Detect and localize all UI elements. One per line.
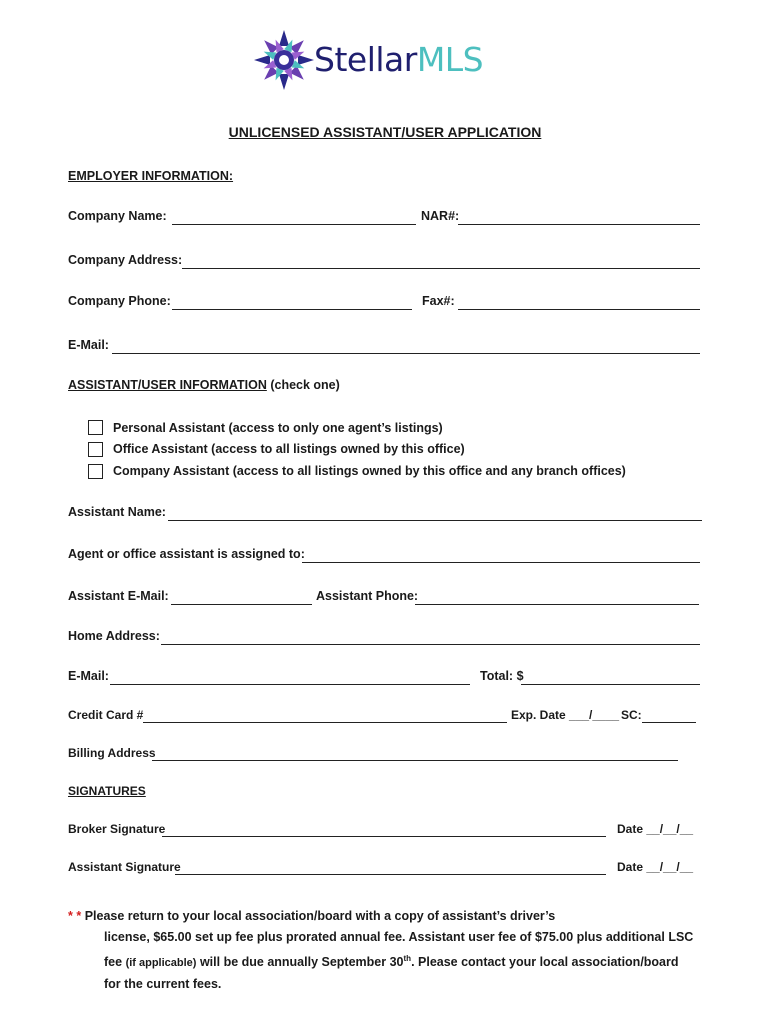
- note-line-4: for the current fees.: [104, 977, 222, 992]
- assistant-phone-label: Assistant Phone:: [316, 589, 419, 603]
- assistant-signature-label: Assistant Signature: [68, 860, 181, 874]
- nar-label: NAR#:: [421, 209, 460, 223]
- employer-email-label: E-Mail:: [68, 338, 109, 352]
- fax-field[interactable]: [458, 309, 700, 310]
- star-burst-icon: [252, 28, 316, 92]
- nar-field[interactable]: [458, 224, 700, 225]
- note-line-3b: (if applicable): [125, 957, 197, 970]
- company-name-field[interactable]: [172, 224, 416, 225]
- credit-card-label: Credit Card #: [68, 708, 144, 722]
- assigned-to-field[interactable]: [302, 562, 700, 563]
- employer-email-field[interactable]: [112, 353, 700, 354]
- form-title: UNLICENSED ASSISTANT/USER APPLICATION: [228, 124, 542, 140]
- company-phone-label: Company Phone:: [68, 294, 171, 308]
- assistant-phone-field[interactable]: [415, 604, 699, 605]
- employer-heading: EMPLOYER INFORMATION:: [68, 169, 234, 183]
- office-assistant-checkbox[interactable]: [88, 442, 103, 457]
- assistant-email2-field[interactable]: [110, 684, 470, 685]
- assistant-heading-row: [68, 378, 340, 392]
- stellar-mls-logo: [252, 28, 502, 100]
- signatures-heading: SIGNATURES: [68, 784, 146, 798]
- home-address-field[interactable]: [161, 644, 700, 645]
- broker-date-label: Date __/__/__: [617, 822, 694, 836]
- exp-date-label: Exp. Date ___/____: [511, 708, 620, 722]
- home-address-label: Home Address:: [68, 629, 160, 643]
- note-line-3: [68, 948, 718, 974]
- sc-label: SC:: [621, 708, 642, 722]
- total-field[interactable]: [521, 684, 700, 685]
- note-line-3c: will be due annually September 30: [199, 955, 404, 970]
- note-asterisks: * *: [68, 909, 82, 923]
- assistant-date-label: Date __/__/__: [617, 860, 694, 874]
- company-assistant-option: Company Assistant (access to all listings owned by this office and any branch offices): [113, 464, 626, 478]
- logo-wordmark: [314, 40, 483, 79]
- personal-assistant-option: Personal Assistant (access to only one agent’s listings): [113, 421, 443, 435]
- note-line-1: [68, 906, 718, 927]
- broker-signature-field[interactable]: [162, 836, 606, 837]
- company-phone-field[interactable]: [172, 309, 412, 310]
- note-line-1-text: Please return to your local association/board with a copy of assistant’s driver’s: [84, 909, 556, 923]
- company-assistant-checkbox[interactable]: [88, 464, 103, 479]
- note-line-2: license, $65.00 set up fee plus prorated annual fee. Assistant user fee of $75.00 plus additional LSC: [104, 930, 694, 944]
- assistant-name-label: Assistant Name:: [68, 505, 166, 519]
- assistant-email-field[interactable]: [171, 604, 312, 605]
- company-address-field[interactable]: [182, 268, 700, 269]
- assistant-signature-field[interactable]: [175, 874, 606, 875]
- fax-label: Fax#:: [422, 294, 455, 308]
- billing-address-label: Billing Address: [68, 746, 156, 760]
- instructions-note: [68, 906, 718, 995]
- office-assistant-option: Office Assistant (access to all listings owned by this office): [113, 442, 465, 456]
- personal-assistant-checkbox[interactable]: [88, 420, 103, 435]
- assistant-name-field[interactable]: [168, 520, 702, 521]
- broker-signature-label: Broker Signature: [68, 822, 166, 836]
- assigned-to-label: Agent or office assistant is assigned to:: [68, 547, 305, 561]
- assistant-heading: ASSISTANT/USER INFORMATION: [68, 378, 267, 392]
- company-address-label: Company Address:: [68, 253, 183, 267]
- sc-field[interactable]: [642, 722, 696, 723]
- credit-card-field[interactable]: [143, 722, 507, 723]
- assistant-email2-label: E-Mail:: [68, 669, 109, 683]
- logo-mls-text: MLS: [416, 40, 484, 79]
- note-line-3d: . Please contact your local association/board: [411, 955, 679, 970]
- assistant-email-label: Assistant E-Mail:: [68, 589, 169, 603]
- company-name-label: Company Name:: [68, 209, 167, 223]
- note-line-3a: fee: [104, 955, 123, 970]
- note-line-3-sup: th: [403, 954, 412, 963]
- logo-stellar-text: Stellar: [314, 40, 417, 79]
- total-label: Total: $: [480, 669, 524, 683]
- assistant-heading-suffix: (check one): [270, 378, 340, 392]
- billing-address-field[interactable]: [152, 760, 678, 761]
